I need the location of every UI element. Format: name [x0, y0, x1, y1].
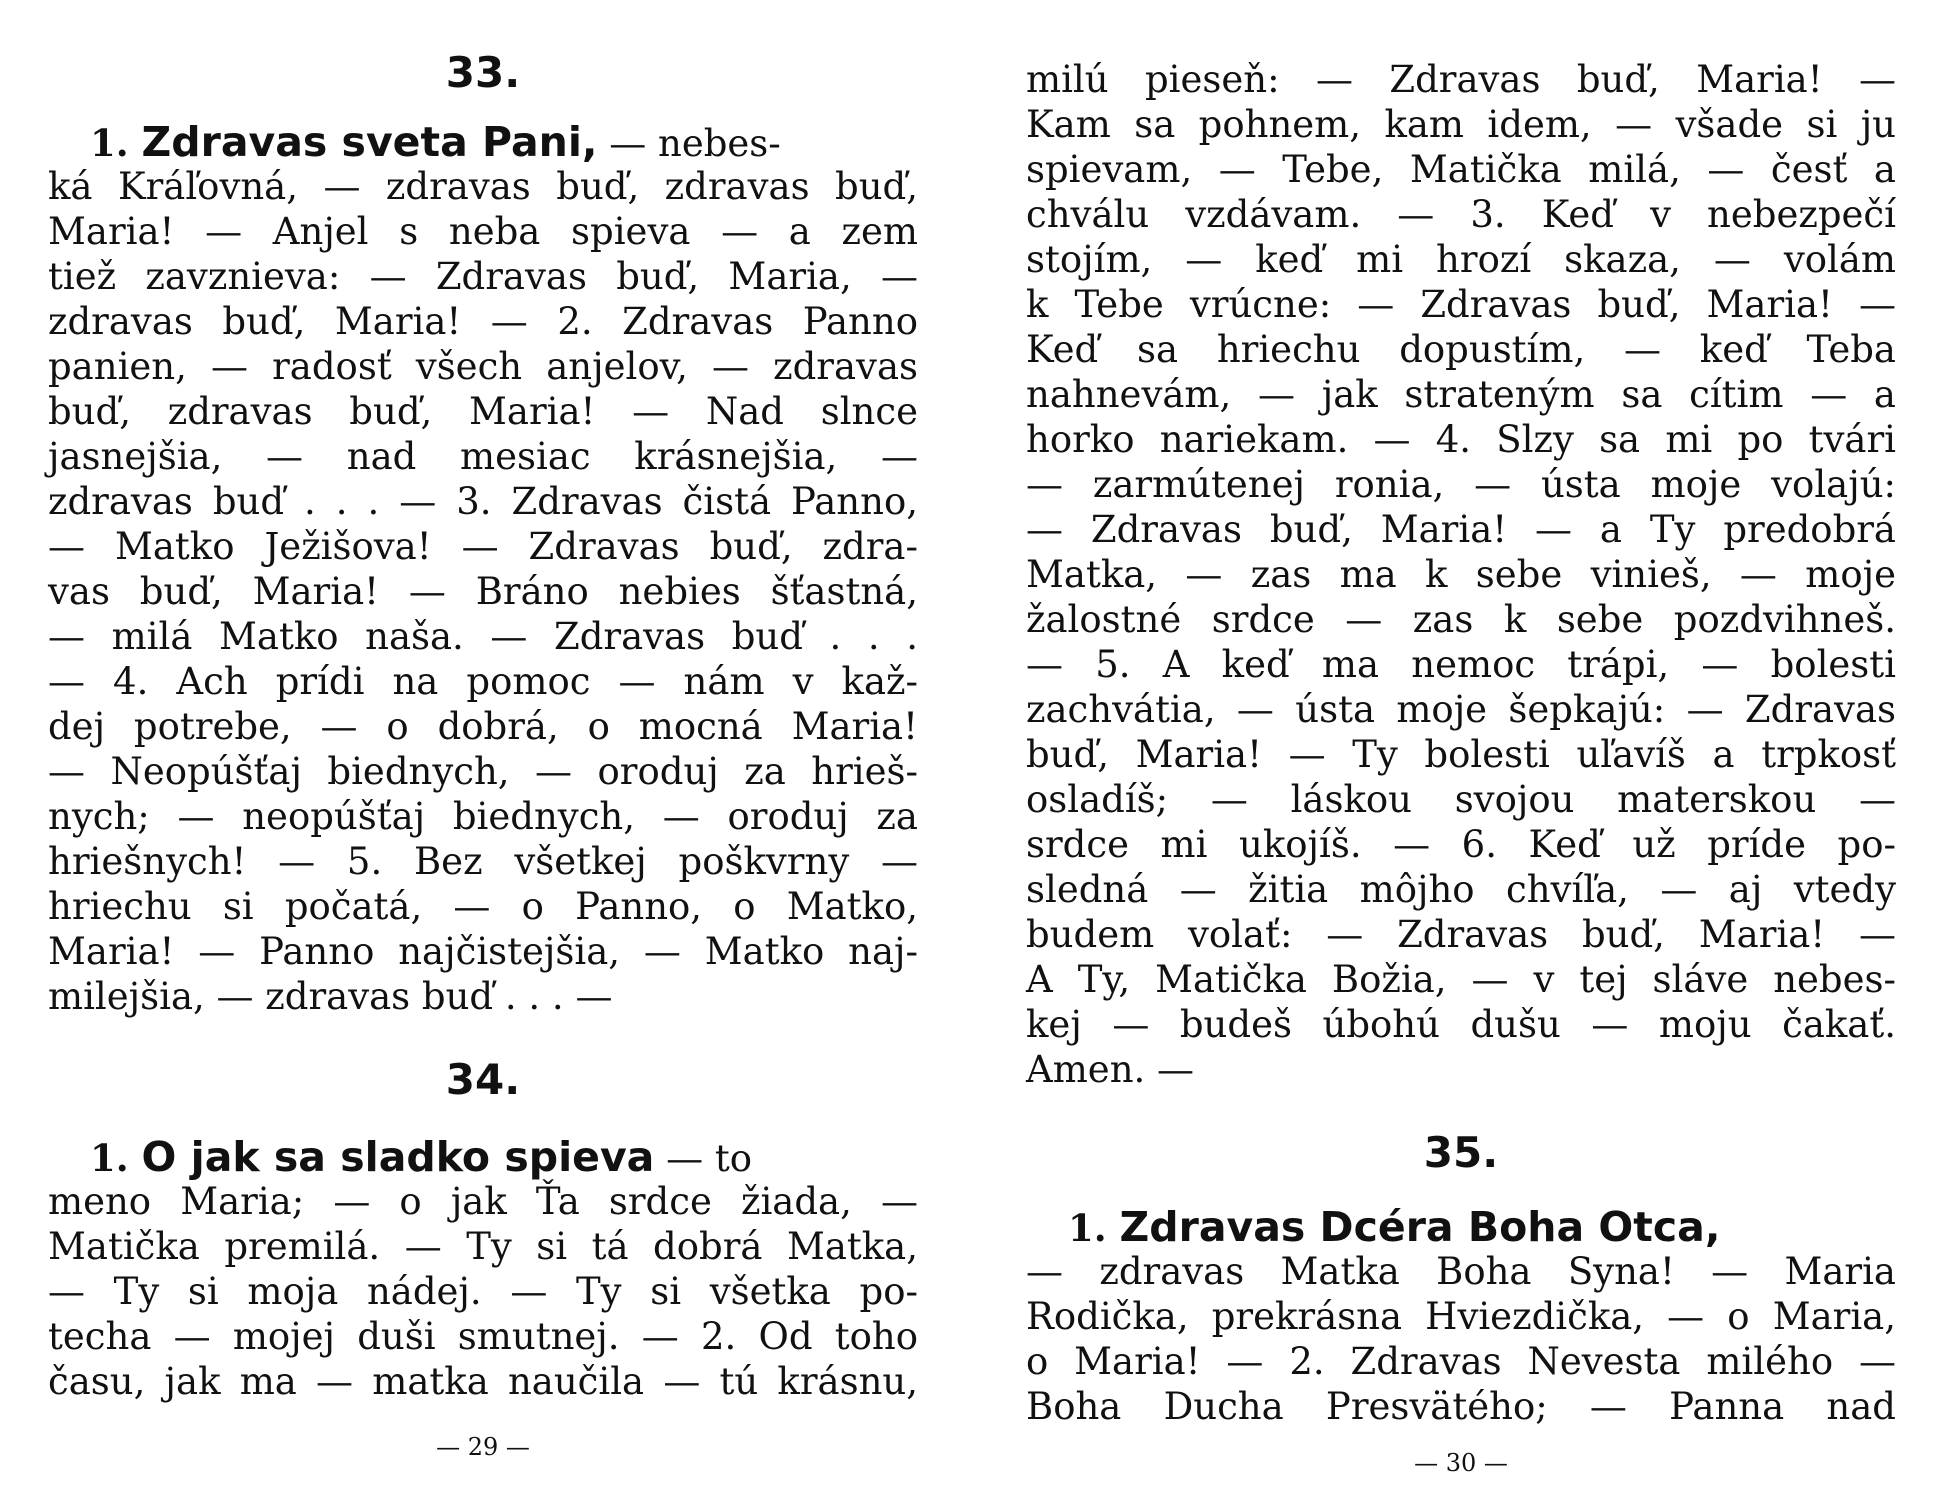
text-line: budem volať: — Zdravas buď, Maria! —	[1026, 913, 1896, 956]
text-line: buď, Maria! — Ty bolesti uľavíš a trpkosť	[1026, 733, 1896, 776]
text-line: času, jak ma — matka naučila — tú krásnu,	[48, 1360, 918, 1403]
text-line: Maria! — Panno najčistejšia, — Matko naj-	[48, 930, 918, 973]
text-line: — milá Matko naša. — Zdravas buď . . .	[48, 615, 918, 658]
text-line: — Zdravas buď, Maria! — a Ty predobrá	[1026, 508, 1896, 551]
text-line: k Tebe vrúcne: — Zdravas buď, Maria! —	[1026, 283, 1896, 326]
text-line: sledná — žitia môjho chvíľa, — aj vtedy	[1026, 868, 1896, 911]
text-line: — zdravas Matka Boha Syna! — Maria	[1026, 1250, 1896, 1293]
text-line: zdravas buď, Maria! — 2. Zdravas Panno	[48, 300, 918, 343]
text-line: — Ty si moja nádej. — Ty si všetka po-	[48, 1270, 918, 1313]
hymn-34-heading: 34.	[445, 1055, 521, 1104]
text-line: kej — budeš úbohú dušu — moju čakať.	[1026, 1003, 1896, 1046]
text-line: Keď sa hriechu dopustím, — keď Teba	[1026, 328, 1896, 371]
text-line: Maria! — Anjel s neba spieva — a zem	[48, 210, 918, 253]
text-line: — Matko Ježišova! — Zdravas buď, zdra-	[48, 525, 918, 568]
page-number-30: — 30 —	[1414, 1449, 1508, 1477]
text-line: Rodička, prekrásna Hviezdička, — o Maria,	[1026, 1295, 1896, 1338]
text-line: chválu vzdávam. — 3. Keď v nebezpečí	[1026, 193, 1896, 236]
hymn-33-line-1: 1. Zdravas sveta Pani, — nebes-	[90, 118, 781, 166]
text-line: — zarmútenej ronia, — ústa moje volajú:	[1026, 463, 1896, 506]
text-line: — Neopúšťaj biednych, — oroduj za hrieš-	[48, 750, 918, 793]
text-line: jasnejšia, — nad mesiac krásnejšia, —	[48, 435, 918, 478]
page-number-29: — 29 —	[436, 1433, 530, 1461]
text-line: Matka, — zas ma k sebe vinieš, — moje	[1026, 553, 1896, 596]
hymn-34-line-1: 1. O jak sa sladko spieva — to	[90, 1133, 753, 1181]
text-line: Matička premilá. — Ty si tá dobrá Matka,	[48, 1225, 918, 1268]
text-line: spievam, — Tebe, Matička milá, — česť a	[1026, 148, 1896, 191]
text-line: ká Kráľovná, — zdravas buď, zdravas buď,	[48, 165, 918, 208]
text-line: milejšia, — zdravas buď . . . —	[48, 975, 613, 1018]
text-line: — 4. Ach prídi na pomoc — nám v kaž-	[48, 660, 918, 703]
text-line: vas buď, Maria! — Bráno nebies šťastná,	[48, 570, 918, 613]
hymn-35-heading: 35.	[1423, 1128, 1499, 1177]
text-line: panien, — radosť všech anjelov, — zdravas	[48, 345, 918, 388]
text-line: milú pieseň: — Zdravas buď, Maria! —	[1026, 58, 1896, 101]
text-line: nahnevám, — jak strateným sa cítim — a	[1026, 373, 1896, 416]
text-line: — 5. A keď ma nemoc trápi, — bolesti	[1026, 643, 1896, 686]
text-line: horko nariekam. — 4. Slzy sa mi po tvári	[1026, 418, 1896, 461]
text-line: buď, zdravas buď, Maria! — Nad slnce	[48, 390, 918, 433]
text-line: nych; — neopúšťaj biednych, — oroduj za	[48, 795, 918, 838]
hymn-35-line-1: 1. Zdravas Dcéra Boha Otca,	[1068, 1203, 1721, 1251]
text-line: meno Maria; — o jak Ťa srdce žiada, —	[48, 1180, 918, 1223]
text-line: srdce mi ukojíš. — 6. Keď už príde po-	[1026, 823, 1896, 866]
text-line: dej potrebe, — o dobrá, o mocná Maria!	[48, 705, 918, 748]
text-line: zachvátia, — ústa moje šepkajú: — Zdravas	[1026, 688, 1896, 731]
left-page	[48, 0, 918, 1500]
text-line: o Maria! — 2. Zdravas Nevesta milého —	[1026, 1340, 1896, 1383]
text-line: Boha Ducha Presvätého; — Panna nad	[1026, 1385, 1896, 1428]
right-page	[1026, 0, 1896, 1500]
text-line: osladíš; — láskou svojou materskou —	[1026, 778, 1896, 821]
text-line: Amen. —	[1026, 1048, 1195, 1091]
text-line: techa — mojej duši smutnej. — 2. Od toho	[48, 1315, 918, 1358]
text-line: zdravas buď . . . — 3. Zdravas čistá Panno,	[48, 480, 918, 523]
text-line: A Ty, Matička Božia, — v tej sláve nebes-	[1026, 958, 1896, 1001]
text-line: Kam sa pohnem, kam idem, — všade si ju	[1026, 103, 1896, 146]
text-line: hriechu si počatá, — o Panno, o Matko,	[48, 885, 918, 928]
text-line: hriešnych! — 5. Bez všetkej poškvrny —	[48, 840, 918, 883]
text-line: žalostné srdce — zas k sebe pozdvihneš.	[1026, 598, 1896, 641]
text-line: stojím, — keď mi hrozí skaza, — volám	[1026, 238, 1896, 281]
text-line: tiež zavznieva: — Zdravas buď, Maria, —	[48, 255, 918, 298]
hymn-33-heading: 33.	[445, 48, 521, 97]
